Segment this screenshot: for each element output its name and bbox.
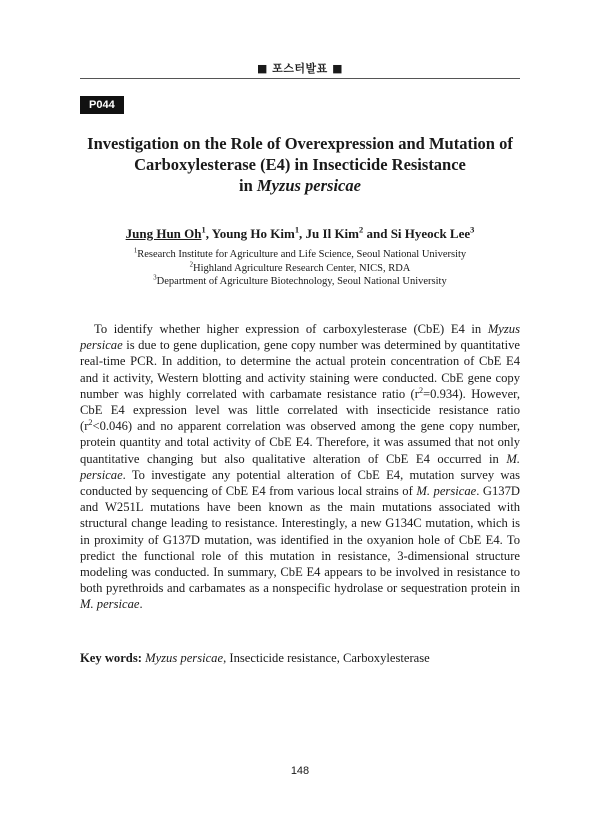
author-name: Si Hyeock Lee	[390, 226, 471, 241]
affiliation-sup: 3	[153, 274, 157, 282]
affiliation-list	[80, 248, 520, 289]
keywords-text: , Insecticide resistance, Carboxylesterase	[223, 651, 430, 665]
keywords-label: Key words:	[80, 651, 142, 665]
title-line-3-prefix: in	[239, 176, 257, 195]
section-header: ■ 포스터발표 ■	[256, 62, 344, 75]
affiliation-sup: 1	[133, 247, 138, 255]
paper-title	[80, 133, 520, 196]
affiliation	[80, 275, 520, 289]
author-sup: 1	[294, 224, 300, 235]
abstract-text: To identify whether higher expression of carboxylesterase (CbE) E4 in	[94, 322, 488, 336]
author-sup: 1	[201, 224, 206, 235]
author-sep: and	[363, 226, 391, 241]
abstract-sup: 2	[88, 418, 93, 428]
keywords-species: Myzus persicae	[145, 651, 224, 665]
affiliation-text: Department of Agriculture Biotechnology, Seoul National University	[156, 276, 447, 287]
title-line-2: Carboxylesterase (E4) in Insecticide Resistance	[134, 155, 466, 174]
author-sep: ,	[299, 226, 306, 241]
abstract-text: . To investigate any potential alteration of CbE E4, mutation survey was conducted by sequencing of CbE E4 from various local strains of	[80, 467, 520, 499]
page-number: 148	[290, 765, 310, 777]
poster-id-badge: P044	[80, 96, 124, 114]
affiliation-sup: 2	[189, 261, 193, 268]
author-name: Jung Hun Oh	[125, 226, 202, 241]
abstract-body	[80, 321, 520, 613]
affiliation-text: Research Institute for Agriculture and Life Science, Seoul National University	[137, 249, 467, 260]
abstract-species: M. persicae	[80, 597, 140, 612]
affiliation	[80, 248, 520, 262]
header-divider	[80, 78, 520, 79]
abstract-text: is due to gene duplication, gene copy number was determined by quantitative real-time PCR. In addition, to determine the actual protein concentration of CbE E4 and it activity, Western blotting and activity staining were conducted. CbE gene copy number was highly correlated with carbamate resistance ratio (r	[80, 338, 520, 401]
keywords	[80, 651, 520, 666]
abstract-species: M. persicae	[416, 484, 477, 499]
author-list	[80, 226, 520, 242]
affiliation-text: Highland Agriculture Research Center, NICS, RDA	[192, 262, 411, 274]
abstract-species: Myzus persicae	[80, 322, 520, 353]
affiliation	[80, 262, 520, 276]
title-line-1: Investigation on the Role of Overexpression and Mutation of	[87, 134, 513, 153]
author-sup: 3	[470, 224, 475, 235]
author-name: Young Ho Kim	[211, 226, 295, 241]
abstract-text: =0.934). However, CbE E4 expression level was little correlated with insecticide resistance ratio (r	[80, 386, 521, 434]
title-line-3	[80, 175, 520, 196]
author-name: Ju Il Kim	[305, 226, 360, 241]
author-sup: 2	[359, 224, 364, 235]
abstract-text: .	[139, 597, 143, 612]
title-species: Myzus persicae	[256, 176, 361, 195]
author-sep: ,	[205, 226, 212, 241]
abstract-text: <0.046) and no apparent correlation was observed among the gene copy number, protein quantity and total activity of CbE E4. Therefore, it was assumed that not only quantitative changing but also qualitative alteration of CbE E4 occurred in	[80, 419, 520, 466]
abstract-sup: 2	[418, 385, 424, 395]
abstract-species: M. persicae	[80, 451, 520, 482]
abstract-text: . G137D and W251L mutations have been known as the main mutations associated with structural change leading to resistance. Interestingly, a new G134C mutation, which is in proximity of G137D mutation, was identified in the oxyanion hole of CbE E4. To predict the functional role of this mutation in resistance, 3-dimensional structure modeling was conducted. In summary, CbE E4 appears to be involved in resistance to both pyrethroids and carbamates as a nonspecific hydrolase or sequestration protein in	[80, 484, 520, 596]
